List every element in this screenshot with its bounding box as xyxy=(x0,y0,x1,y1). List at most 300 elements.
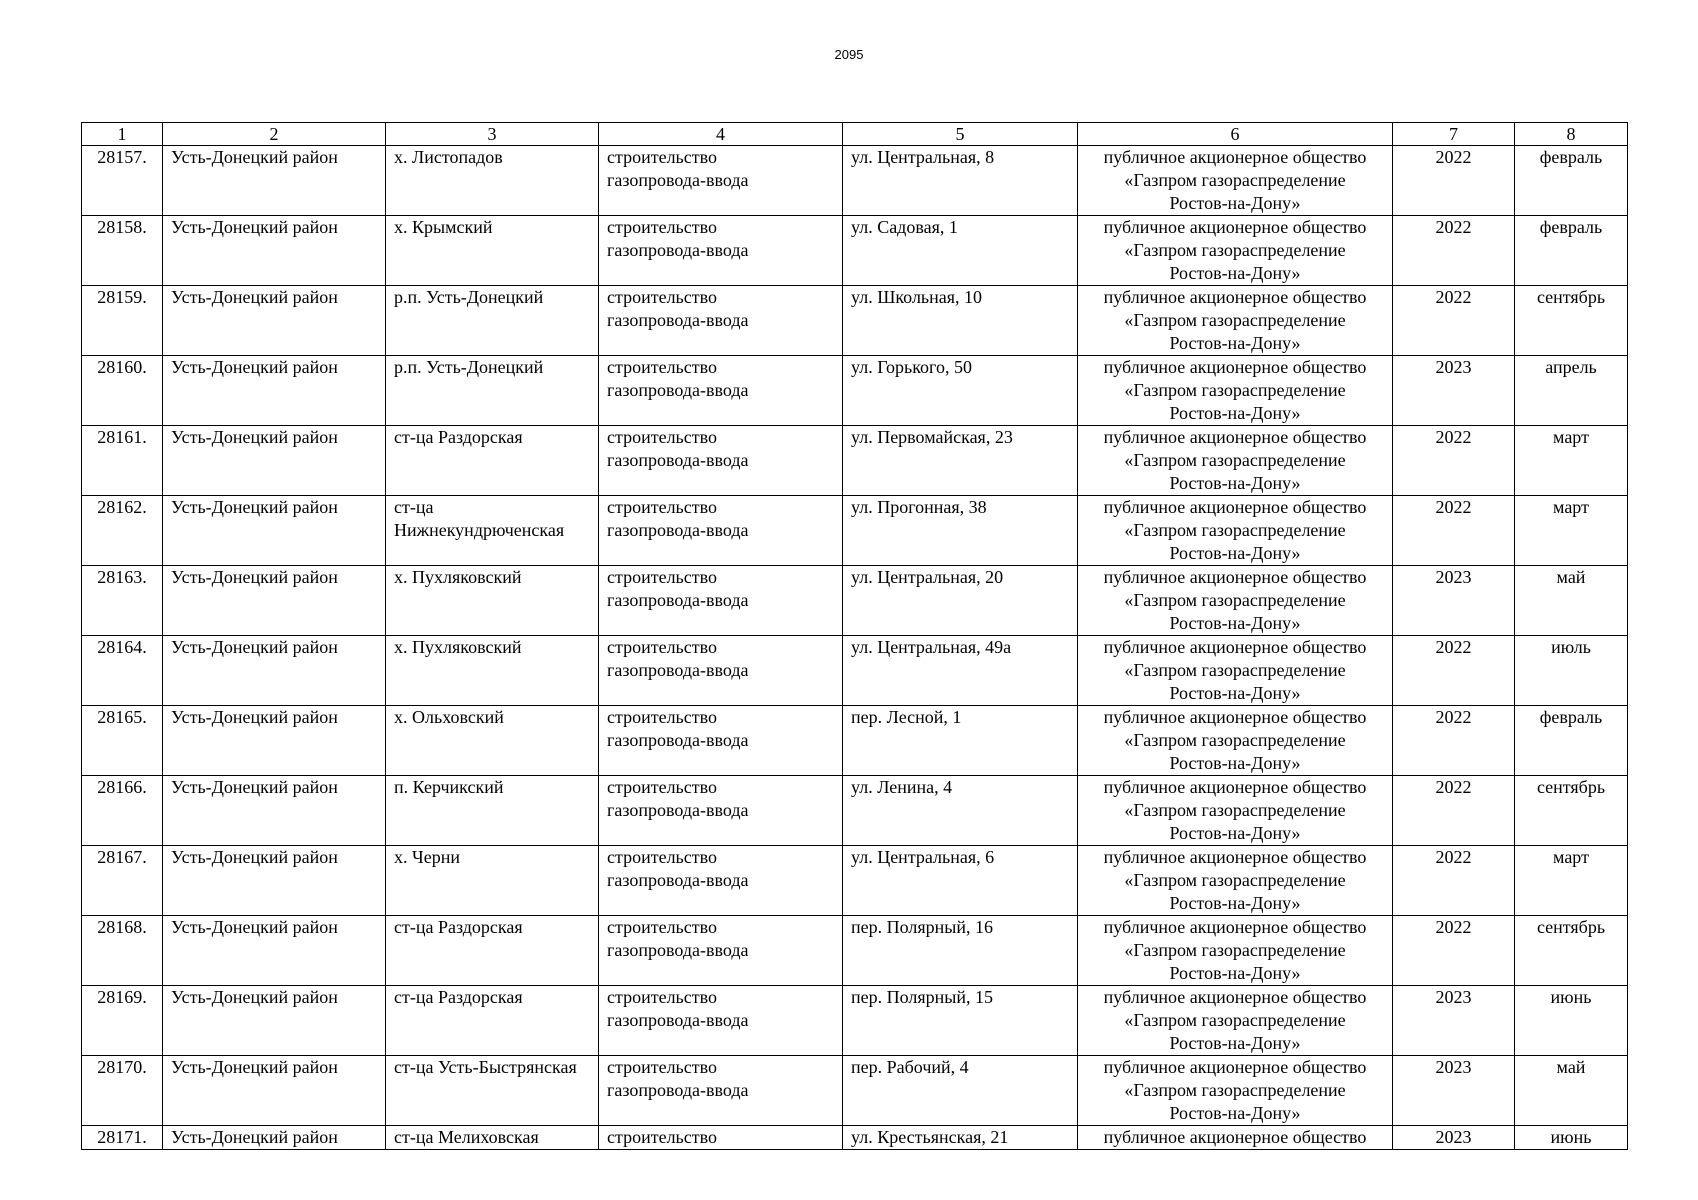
address: ул. Центральная, 6 xyxy=(851,847,995,867)
organization-line: «Газпром газораспределение xyxy=(1124,1010,1346,1030)
address: ул. Центральная, 8 xyxy=(851,147,995,167)
district: Усть-Донецкий район xyxy=(171,987,338,1007)
year-cell xyxy=(1393,1056,1515,1126)
row-number-cell xyxy=(82,1056,163,1126)
organization-cell xyxy=(1078,286,1393,356)
table-row xyxy=(82,496,1628,566)
organization-line: публичное акционерное общество xyxy=(1103,637,1367,657)
row-number: 28167. xyxy=(97,847,147,867)
month-cell xyxy=(1515,286,1628,356)
locality: п. Керчикский xyxy=(394,777,504,797)
month: сентябрь xyxy=(1536,287,1606,307)
table-row xyxy=(82,216,1628,286)
work-type: строительство xyxy=(607,1127,717,1147)
district: Усть-Донецкий район xyxy=(171,1057,338,1077)
organization-line: Ростов-на-Дону» xyxy=(1169,403,1301,423)
year: 2022 xyxy=(1435,497,1472,517)
organization-cell xyxy=(1078,496,1393,566)
row-number-cell xyxy=(82,146,163,216)
year-cell xyxy=(1393,916,1515,986)
address-cell xyxy=(843,846,1078,916)
locality-cell xyxy=(386,356,599,426)
table-row xyxy=(82,146,1628,216)
year: 2022 xyxy=(1435,847,1472,867)
organization-line: Ростов-на-Дону» xyxy=(1169,263,1301,283)
month: март xyxy=(1553,497,1589,517)
organization-cell xyxy=(1078,146,1393,216)
locality: х. Черни xyxy=(394,847,460,867)
locality: ст-ца Раздорская xyxy=(394,917,523,937)
organization-line: публичное акционерное общество xyxy=(1103,917,1367,937)
work-type-detail: газопровода-ввода xyxy=(607,240,749,260)
month: май xyxy=(1556,567,1586,587)
organization-line: Ростов-на-Дону» xyxy=(1169,963,1301,983)
organization-cell xyxy=(1078,566,1393,636)
work-type: строительство xyxy=(607,567,717,587)
column-header: 7 xyxy=(1393,123,1515,146)
locality: х. Крымский xyxy=(394,217,493,237)
address: пер. Полярный, 15 xyxy=(851,987,994,1007)
organization-line: «Газпром газораспределение xyxy=(1124,380,1346,400)
work-cell xyxy=(599,986,843,1056)
locality-cell xyxy=(386,286,599,356)
organization-line: публичное акционерное общество xyxy=(1103,1127,1367,1147)
work-cell xyxy=(599,706,843,776)
month: март xyxy=(1553,427,1589,447)
organization-line: «Газпром газораспределение xyxy=(1124,450,1346,470)
row-number-cell xyxy=(82,286,163,356)
column-header: 5 xyxy=(843,123,1078,146)
month: сентябрь xyxy=(1536,917,1606,937)
column-header: 6 xyxy=(1078,123,1393,146)
month-cell xyxy=(1515,846,1628,916)
district-cell xyxy=(163,496,386,566)
year: 2023 xyxy=(1435,357,1472,377)
year-cell xyxy=(1393,636,1515,706)
month-cell xyxy=(1515,986,1628,1056)
row-number: 28169. xyxy=(97,987,147,1007)
work-type: строительство xyxy=(607,917,717,937)
year-cell xyxy=(1393,846,1515,916)
work-cell xyxy=(599,1126,843,1150)
district-cell xyxy=(163,216,386,286)
year: 2022 xyxy=(1435,707,1472,727)
organization-line: публичное акционерное общество xyxy=(1103,497,1367,517)
work-cell xyxy=(599,356,843,426)
locality-cell xyxy=(386,216,599,286)
district-cell xyxy=(163,1056,386,1126)
district-cell xyxy=(163,566,386,636)
work-type: строительство xyxy=(607,357,717,377)
year-cell xyxy=(1393,426,1515,496)
year: 2023 xyxy=(1435,1057,1472,1077)
work-type-detail: газопровода-ввода xyxy=(607,870,749,890)
row-number: 28171. xyxy=(97,1127,147,1147)
organization-line: Ростов-на-Дону» xyxy=(1169,473,1301,493)
year-cell xyxy=(1393,776,1515,846)
address-cell xyxy=(843,986,1078,1056)
address: пер. Лесной, 1 xyxy=(851,707,962,727)
month: апрель xyxy=(1545,357,1597,377)
locality: ст-ца Мелиховская xyxy=(394,1127,539,1147)
work-type-detail: газопровода-ввода xyxy=(607,800,749,820)
table-row xyxy=(82,356,1628,426)
table-row xyxy=(82,916,1628,986)
locality-cell xyxy=(386,1056,599,1126)
table-row xyxy=(82,986,1628,1056)
locality-cell xyxy=(386,1126,599,1150)
year-cell xyxy=(1393,566,1515,636)
address-cell xyxy=(843,146,1078,216)
locality: р.п. Усть-Донецкий xyxy=(394,287,544,307)
organization-line: «Газпром газораспределение xyxy=(1124,590,1346,610)
month: февраль xyxy=(1539,707,1603,727)
month: февраль xyxy=(1539,217,1603,237)
district-cell xyxy=(163,636,386,706)
district: Усть-Донецкий район xyxy=(171,287,338,307)
year: 2022 xyxy=(1435,217,1472,237)
work-type-detail: газопровода-ввода xyxy=(607,590,749,610)
organization-line: публичное акционерное общество xyxy=(1103,427,1367,447)
work-type: строительство xyxy=(607,287,717,307)
organization-line: «Газпром газораспределение xyxy=(1124,240,1346,260)
address: ул. Крестьянская, 21 xyxy=(851,1127,1009,1147)
organization-line: Ростов-на-Дону» xyxy=(1169,193,1301,213)
row-number-cell xyxy=(82,916,163,986)
table-row xyxy=(82,846,1628,916)
organization-line: Ростов-на-Дону» xyxy=(1169,1103,1301,1123)
work-cell xyxy=(599,1056,843,1126)
row-number: 28170. xyxy=(97,1057,147,1077)
district-cell xyxy=(163,776,386,846)
organization-cell xyxy=(1078,216,1393,286)
organization-line: «Газпром газораспределение xyxy=(1124,1080,1346,1100)
row-number: 28166. xyxy=(97,777,147,797)
row-number: 28160. xyxy=(97,357,147,377)
district-cell xyxy=(163,916,386,986)
column-header: 8 xyxy=(1515,123,1628,146)
work-cell xyxy=(599,916,843,986)
year-cell xyxy=(1393,146,1515,216)
work-type: строительство xyxy=(607,497,717,517)
work-type-detail: газопровода-ввода xyxy=(607,940,749,960)
organization-line: публичное акционерное общество xyxy=(1103,147,1367,167)
row-number-cell xyxy=(82,846,163,916)
table-row xyxy=(82,776,1628,846)
work-type: строительство xyxy=(607,707,717,727)
row-number-cell xyxy=(82,216,163,286)
work-type: строительство xyxy=(607,637,717,657)
column-header: 1 xyxy=(82,123,163,146)
month-cell xyxy=(1515,1126,1628,1150)
district: Усть-Донецкий район xyxy=(171,217,338,237)
work-type-detail: газопровода-ввода xyxy=(607,520,749,540)
table-row xyxy=(82,426,1628,496)
work-type-detail: газопровода-ввода xyxy=(607,660,749,680)
locality: ст-ца Усть-Быстрянская xyxy=(394,1057,577,1077)
table-row xyxy=(82,1056,1628,1126)
organization-line: публичное акционерное общество xyxy=(1103,707,1367,727)
month-cell xyxy=(1515,496,1628,566)
month-cell xyxy=(1515,916,1628,986)
work-type: строительство xyxy=(607,1057,717,1077)
organization-line: публичное акционерное общество xyxy=(1103,1057,1367,1077)
locality: х. Пухляковский xyxy=(394,637,522,657)
work-type-detail: газопровода-ввода xyxy=(607,170,749,190)
organization-cell xyxy=(1078,916,1393,986)
organization-line: «Газпром газораспределение xyxy=(1124,520,1346,540)
locality-cell xyxy=(386,916,599,986)
month: март xyxy=(1553,847,1589,867)
organization-cell xyxy=(1078,846,1393,916)
district-cell xyxy=(163,846,386,916)
work-cell xyxy=(599,566,843,636)
address-cell xyxy=(843,1126,1078,1150)
district: Усть-Донецкий район xyxy=(171,847,338,867)
organization-line: «Газпром газораспределение xyxy=(1124,800,1346,820)
month-cell xyxy=(1515,566,1628,636)
work-cell xyxy=(599,496,843,566)
work-type-detail: газопровода-ввода xyxy=(607,310,749,330)
work-type: строительство xyxy=(607,987,717,1007)
address: ул. Ленина, 4 xyxy=(851,777,953,797)
locality: ст-ца Раздорская xyxy=(394,987,523,1007)
district: Усть-Донецкий район xyxy=(171,567,338,587)
address: ул. Прогонная, 38 xyxy=(851,497,987,517)
month: май xyxy=(1556,1057,1586,1077)
table-row xyxy=(82,1126,1628,1150)
organization-cell xyxy=(1078,356,1393,426)
row-number-cell xyxy=(82,706,163,776)
month: июль xyxy=(1551,637,1591,657)
organization-cell xyxy=(1078,986,1393,1056)
row-number-cell xyxy=(82,426,163,496)
header-row xyxy=(82,123,1628,146)
locality: х. Листопадов xyxy=(394,147,503,167)
work-cell xyxy=(599,636,843,706)
address-cell xyxy=(843,216,1078,286)
row-number-cell xyxy=(82,986,163,1056)
month-cell xyxy=(1515,146,1628,216)
year: 2023 xyxy=(1435,567,1472,587)
organization-line: публичное акционерное общество xyxy=(1103,287,1367,307)
month-cell xyxy=(1515,426,1628,496)
row-number: 28164. xyxy=(97,637,147,657)
district-cell xyxy=(163,706,386,776)
year: 2023 xyxy=(1435,987,1472,1007)
organization-line: «Газпром газораспределение xyxy=(1124,730,1346,750)
district: Усть-Донецкий район xyxy=(171,917,338,937)
month-cell xyxy=(1515,706,1628,776)
month: сентябрь xyxy=(1536,777,1606,797)
month: июнь xyxy=(1550,987,1592,1007)
work-type: строительство xyxy=(607,847,717,867)
work-cell xyxy=(599,146,843,216)
work-cell xyxy=(599,846,843,916)
year: 2023 xyxy=(1435,1127,1472,1147)
row-number-cell xyxy=(82,356,163,426)
work-cell xyxy=(599,426,843,496)
organization-line: публичное акционерное общество xyxy=(1103,357,1367,377)
year-cell xyxy=(1393,496,1515,566)
address-cell xyxy=(843,916,1078,986)
locality: х. Ольховский xyxy=(394,707,504,727)
address: ул. Первомайская, 23 xyxy=(851,427,1013,447)
locality-cell xyxy=(386,636,599,706)
column-header: 4 xyxy=(599,123,843,146)
address: ул. Центральная, 49а xyxy=(851,637,1012,657)
register-table xyxy=(81,122,1628,1150)
organization-cell xyxy=(1078,426,1393,496)
work-type-detail: газопровода-ввода xyxy=(607,730,749,750)
work-type: строительство xyxy=(607,217,717,237)
page-number: 2095 xyxy=(834,47,864,62)
locality-cell xyxy=(386,846,599,916)
table-row xyxy=(82,286,1628,356)
row-number-cell xyxy=(82,636,163,706)
month-cell xyxy=(1515,636,1628,706)
work-type-detail: газопровода-ввода xyxy=(607,380,749,400)
row-number: 28163. xyxy=(97,567,147,587)
organization-line: публичное акционерное общество xyxy=(1103,847,1367,867)
district: Усть-Донецкий район xyxy=(171,497,338,517)
organization-line: «Газпром газораспределение xyxy=(1124,660,1346,680)
row-number: 28168. xyxy=(97,917,147,937)
address-cell xyxy=(843,496,1078,566)
address-cell xyxy=(843,426,1078,496)
locality: р.п. Усть-Донецкий xyxy=(394,357,544,377)
row-number-cell xyxy=(82,776,163,846)
year-cell xyxy=(1393,356,1515,426)
organization-line: Ростов-на-Дону» xyxy=(1169,823,1301,843)
work-type: строительство xyxy=(607,427,717,447)
district-cell xyxy=(163,426,386,496)
row-number-cell xyxy=(82,566,163,636)
locality-cell xyxy=(386,496,599,566)
locality: ст-ца Нижнекундрюченская xyxy=(394,497,565,540)
row-number: 28165. xyxy=(97,707,147,727)
address-cell xyxy=(843,286,1078,356)
row-number: 28158. xyxy=(97,217,147,237)
month-cell xyxy=(1515,1056,1628,1126)
row-number: 28159. xyxy=(97,287,147,307)
address: пер. Рабочий, 4 xyxy=(851,1057,969,1077)
district-cell xyxy=(163,1126,386,1150)
year: 2022 xyxy=(1435,637,1472,657)
district-cell xyxy=(163,356,386,426)
address-cell xyxy=(843,776,1078,846)
table-body xyxy=(82,146,1628,1150)
work-type-detail: газопровода-ввода xyxy=(607,450,749,470)
work-cell xyxy=(599,776,843,846)
district-cell xyxy=(163,286,386,356)
column-header: 3 xyxy=(386,123,599,146)
year-cell xyxy=(1393,986,1515,1056)
organization-line: Ростов-на-Дону» xyxy=(1169,613,1301,633)
month-cell xyxy=(1515,356,1628,426)
district: Усть-Донецкий район xyxy=(171,427,338,447)
table-row xyxy=(82,636,1628,706)
table-row xyxy=(82,706,1628,776)
district-cell xyxy=(163,986,386,1056)
row-number-cell xyxy=(82,1126,163,1150)
work-type: строительство xyxy=(607,147,717,167)
year: 2022 xyxy=(1435,287,1472,307)
organization-cell xyxy=(1078,1056,1393,1126)
row-number: 28161. xyxy=(97,427,147,447)
column-header: 2 xyxy=(163,123,386,146)
year: 2022 xyxy=(1435,777,1472,797)
table-row xyxy=(82,566,1628,636)
district: Усть-Донецкий район xyxy=(171,777,338,797)
year-cell xyxy=(1393,216,1515,286)
month-cell xyxy=(1515,776,1628,846)
row-number-cell xyxy=(82,496,163,566)
row-number: 28162. xyxy=(97,497,147,517)
organization-line: публичное акционерное общество xyxy=(1103,217,1367,237)
year-cell xyxy=(1393,286,1515,356)
address: ул. Горького, 50 xyxy=(851,357,972,377)
district: Усть-Донецкий район xyxy=(171,1127,338,1147)
locality-cell xyxy=(386,706,599,776)
locality-cell xyxy=(386,776,599,846)
locality: ст-ца Раздорская xyxy=(394,427,523,447)
organization-line: Ростов-на-Дону» xyxy=(1169,893,1301,913)
district: Усть-Донецкий район xyxy=(171,147,338,167)
address-cell xyxy=(843,1056,1078,1126)
organization-line: Ростов-на-Дону» xyxy=(1169,683,1301,703)
organization-line: Ростов-на-Дону» xyxy=(1169,543,1301,563)
year: 2022 xyxy=(1435,427,1472,447)
organization-cell xyxy=(1078,636,1393,706)
organization-line: Ростов-на-Дону» xyxy=(1169,753,1301,773)
address-cell xyxy=(843,706,1078,776)
organization-cell xyxy=(1078,776,1393,846)
organization-cell xyxy=(1078,1126,1393,1150)
locality-cell xyxy=(386,146,599,216)
locality-cell xyxy=(386,566,599,636)
month: июнь xyxy=(1550,1127,1592,1147)
locality-cell xyxy=(386,426,599,496)
work-type-detail: газопровода-ввода xyxy=(607,1080,749,1100)
address-cell xyxy=(843,566,1078,636)
work-type-detail: газопровода-ввода xyxy=(607,1010,749,1030)
district: Усть-Донецкий район xyxy=(171,707,338,727)
address: пер. Полярный, 16 xyxy=(851,917,994,937)
year: 2022 xyxy=(1435,147,1472,167)
organization-line: «Газпром газораспределение xyxy=(1124,870,1346,890)
organization-line: публичное акционерное общество xyxy=(1103,987,1367,1007)
address-cell xyxy=(843,636,1078,706)
address-cell xyxy=(843,356,1078,426)
locality-cell xyxy=(386,986,599,1056)
locality: х. Пухляковский xyxy=(394,567,522,587)
address: ул. Центральная, 20 xyxy=(851,567,1004,587)
work-cell xyxy=(599,216,843,286)
work-type: строительство xyxy=(607,777,717,797)
year-cell xyxy=(1393,706,1515,776)
organization-line: публичное акционерное общество xyxy=(1103,567,1367,587)
year: 2022 xyxy=(1435,917,1472,937)
organization-line: Ростов-на-Дону» xyxy=(1169,333,1301,353)
district: Усть-Донецкий район xyxy=(171,357,338,377)
district: Усть-Донецкий район xyxy=(171,637,338,657)
organization-line: Ростов-на-Дону» xyxy=(1169,1033,1301,1053)
organization-line: «Газпром газораспределение xyxy=(1124,170,1346,190)
row-number: 28157. xyxy=(97,147,147,167)
work-cell xyxy=(599,286,843,356)
address: ул. Школьная, 10 xyxy=(851,287,983,307)
